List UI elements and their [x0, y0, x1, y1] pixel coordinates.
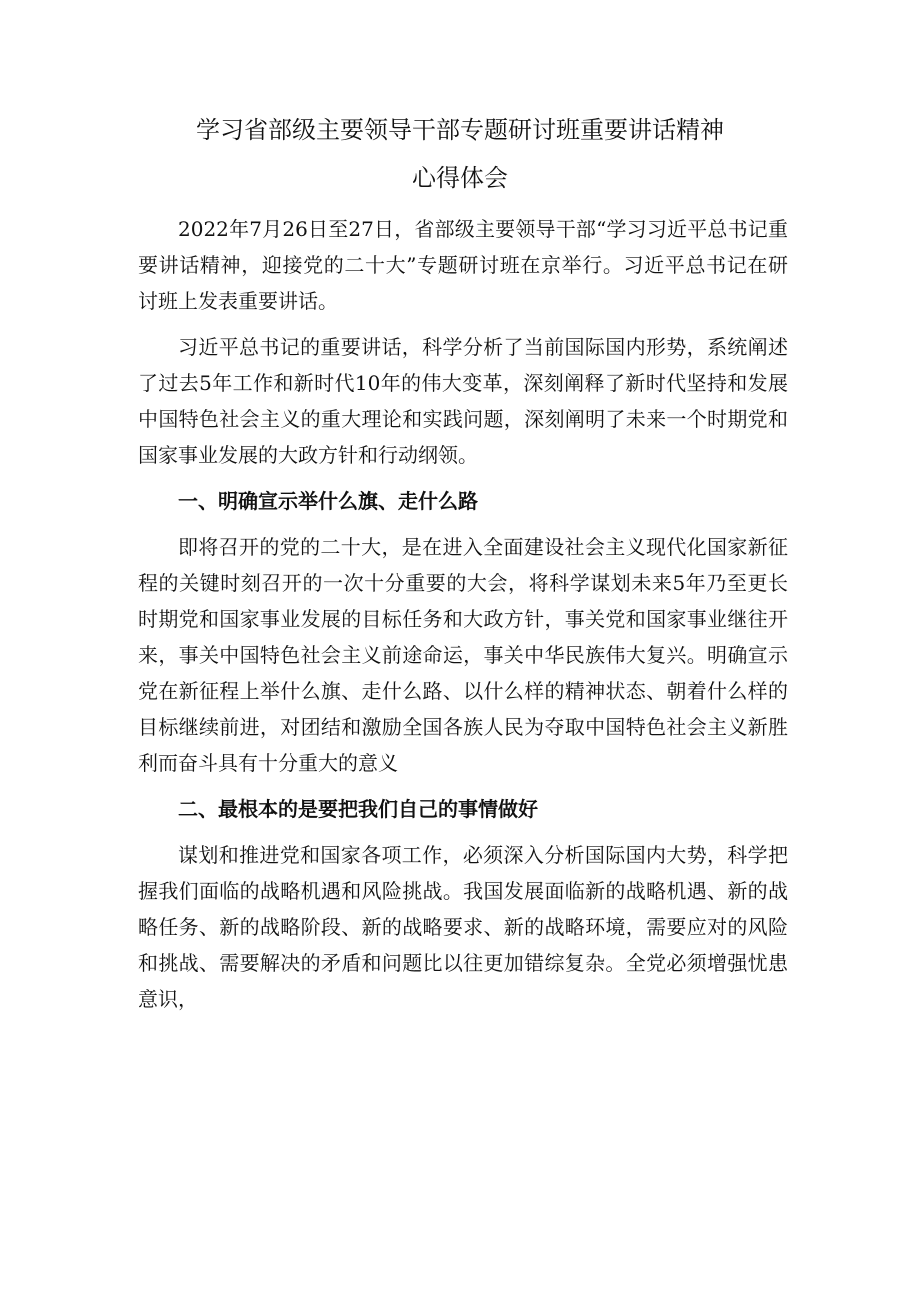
paragraph-intro: 2022年7月26日至27日，省部级主要领导干部“学习习近平总书记重要讲话精神，迎接党的二十大”专题研讨班在京举行。习近平总书记在研讨班上发表重要讲话。 [138, 217, 788, 313]
section-heading-1: 一、明确宣示举什么旗、走什么路 [178, 489, 478, 513]
document-title-line-1: 学习省部级主要领导干部专题研讨班重要讲话精神 [196, 116, 724, 144]
paragraph-summary: 习近平总书记的重要讲话，科学分析了当前国际国内形势，系统阐述了过去5年工作和新时代10年的伟大变革，深刻阐释了新时代坚持和发展中国特色社会主义的重大理论和实践问题，深刻阐明了未来一个时期党和国家事业发展的大政方针和行动纲领。 [138, 335, 788, 467]
section-heading-2: 二、最根本的是要把我们自己的事情做好 [178, 797, 538, 821]
document-title-line-2: 心得体会 [412, 164, 508, 192]
paragraph-section-1: 即将召开的党的二十大，是在进入全面建设社会主义现代化国家新征程的关键时刻召开的一次十分重要的大会，将科学谋划未来5年乃至更长时期党和国家事业发展的目标任务和大政方针，事关党和国家事业继往开来，事关中国特色社会主义前途命运，事关中华民族伟大复兴。明确宣示党在新征程上举什么旗、走什么路、以什么样的精神状态、朝着什么样的目标继续前进，对团结和激励全国各族人民为夺取中国特色社会主义新胜利而奋斗具有十分重大的意义 [138, 535, 788, 775]
document-body [138, 211, 788, 1017]
paragraph-section-2: 谋划和推进党和国家各项工作，必须深入分析国际国内大势，科学把握我们面临的战略机遇和风险挑战。我国发展面临新的战略机遇、新的战略任务、新的战略阶段、新的战略要求、新的战略环境，需要应对的风险和挑战、需要解决的矛盾和问题比以往更加错综复杂。全党必须增强忧患意识， [138, 843, 788, 1011]
